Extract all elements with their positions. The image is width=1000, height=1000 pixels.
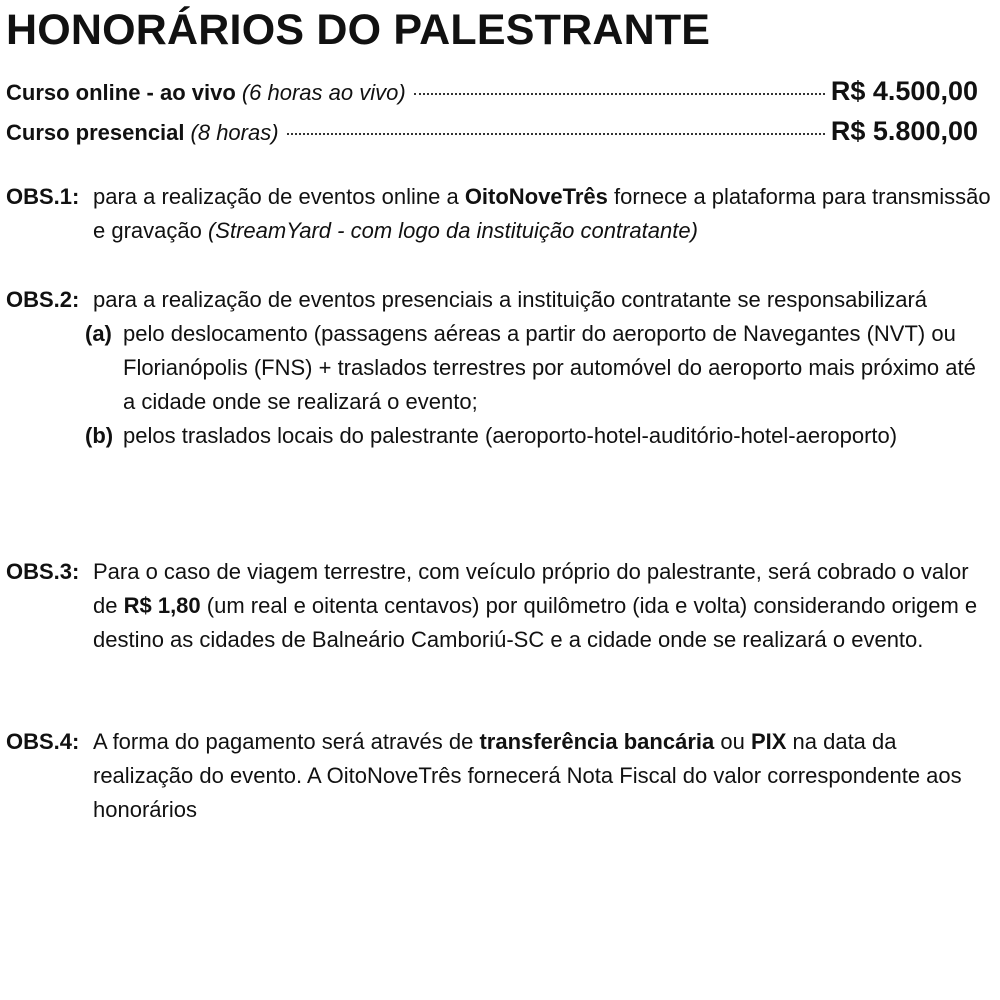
payment-method: transferência bancária [479, 729, 715, 754]
subitem-text: pelo deslocamento (passagens aéreas a partir do aeroporto de Navegantes (NVT) ou Florianópolis (FNS) + traslados terrestres por automóvel do aeroporto mais próximo até a cidade onde se realizará o evento; [123, 321, 976, 414]
fee-row-online [6, 76, 978, 107]
obs-text-part: para a realização de eventos presenciais a instituição contratante se responsabilizará [93, 287, 928, 312]
obs-4 [6, 725, 992, 827]
fee-note: (6 horas ao vivo) [241, 80, 406, 105]
dot-leader [414, 93, 825, 95]
subitem-label: (a) [85, 321, 112, 346]
obs-text-part: fornece a plataforma para transmissão e gravação [93, 184, 991, 243]
platform-note: (StreamYard - com logo da instituição contratante) [207, 218, 698, 243]
subitem-text: pelos traslados locais do palestrante (aeroporto-hotel-auditório-hotel-aeroporto) [123, 423, 898, 448]
obs-text-part: (um real e oitenta centavos) por quilômetro (ida e volta) considerando origem e destino as cidades de Balneário Camboriú-SC e a cidade onde se realizará o evento. [93, 593, 978, 652]
obs-subitem-a [85, 317, 992, 419]
obs-text-part: ou [714, 729, 751, 754]
obs-label: OBS.2: [6, 287, 80, 312]
obs-text [93, 180, 992, 248]
obs-text-part: A forma do pagamento será através de [93, 729, 480, 754]
fee-row-presencial [6, 116, 978, 147]
obs-text [93, 725, 992, 827]
dot-leader [287, 133, 825, 135]
obs-text [93, 555, 992, 657]
obs-subitem-b [85, 419, 992, 453]
obs-label: OBS.3: [6, 559, 80, 584]
brand-name: OitoNoveTrês [464, 184, 608, 209]
obs-text-part: para a realização de eventos online a [93, 184, 465, 209]
fee-note: (8 horas) [190, 120, 279, 145]
fee-name: Curso online - ao vivo [6, 80, 236, 105]
obs-label: OBS.1: [6, 184, 80, 209]
obs-text-part: Para o caso de viagem terrestre, com veículo próprio do palestrante, será cobrado o valor de [93, 559, 969, 618]
obs-label: OBS.4: [6, 729, 80, 754]
fee-price: R$ 4.500,00 [830, 76, 978, 106]
km-rate: R$ 1,80 [123, 593, 201, 618]
subitem-label: (b) [85, 423, 114, 448]
obs-text [85, 283, 992, 453]
page-title: HONORÁRIOS DO PALESTRANTE [6, 6, 711, 54]
obs-3 [6, 555, 992, 657]
payment-method: PIX [750, 729, 787, 754]
obs-1 [6, 180, 992, 248]
obs-text-part: na data da realização do evento. A OitoNoveTrês fornecerá Nota Fiscal do valor correspondente aos honorários [93, 729, 962, 822]
obs-2 [6, 283, 992, 453]
fee-name: Curso presencial [6, 120, 185, 145]
fee-price: R$ 5.800,00 [830, 116, 978, 146]
